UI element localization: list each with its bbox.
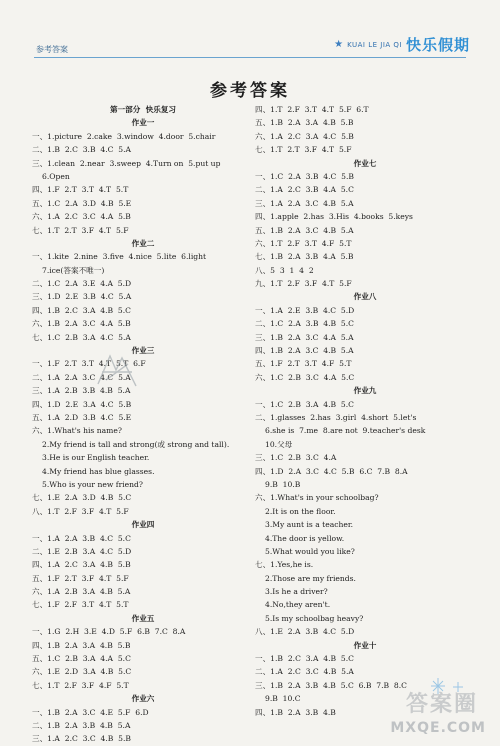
answer-line: 五、1.B 2.A 3.A 4.B 5.B xyxy=(255,118,354,128)
answer-line: 八、1.T 2.F 3.F 4.T 5.F xyxy=(32,506,129,516)
answer-line: 四、1.B 2.A 3.B 4.B xyxy=(255,707,336,717)
answer-line: 六、1.E 2.D 3.A 4.B 5.C xyxy=(32,667,132,677)
header-section-label: 参考答案 xyxy=(36,45,68,54)
answer-line: 三、1.A 2.C 3.C 4.B 5.B xyxy=(32,734,131,744)
answer-line: 6.she is 7.me 8.are not 9.teacher's desk xyxy=(265,426,426,436)
answer-line: 七、1.E 2.A 3.D 4.B 5.C xyxy=(32,493,132,503)
answer-line: 五、1.C 2.A 3.D 4.B 5.E xyxy=(32,198,132,208)
answer-line: 三、1.B 2.A 3.C 4.A 5.A xyxy=(255,332,354,342)
answer-line: 九、1.T 2.F 3.F 4.T 5.F xyxy=(255,279,352,289)
answer-line: 5.Who is your new friend? xyxy=(42,479,143,489)
answer-line: 3.Is he a driver? xyxy=(265,587,328,597)
answer-line: 三、1.A 2.B 3.B 4.B 5.A xyxy=(32,386,131,396)
section-heading: 作业五 xyxy=(131,613,155,623)
answer-line: 6.Open xyxy=(42,171,70,181)
section-heading: 第一部分 快乐复习 xyxy=(109,105,177,114)
answer-line: 七、1.B 2.A 3.B 4.A 5.B xyxy=(255,252,354,262)
answer-line: 六、1.T 2.F 3.T 4.F 5.T xyxy=(255,238,352,248)
page-title: 参考答案 xyxy=(210,81,290,101)
answer-line: 四、1.T 2.F 3.T 4.T 5.F 6.T xyxy=(255,105,369,114)
answer-line: 一、1.F 2.T 3.T 4.T 5.T 6.F xyxy=(32,359,146,369)
answer-line: 三、1.D 2.E 3.B 4.C 5.A xyxy=(32,292,132,302)
answer-line: 五、1.F 2.T 3.T 4.F 5.T xyxy=(255,359,352,369)
answer-column-right xyxy=(255,103,475,719)
answer-line: 六、1.A 2.B 3.A 4.B 5.A xyxy=(32,587,131,597)
answer-line: 四、1.D 2.E 3.A 4.C 5.B xyxy=(32,399,132,409)
answer-line: 一、1.G 2.H 3.E 4.D 5.F 6.B 7.C 8.A xyxy=(32,627,186,637)
answer-line: 六、1.What's in your schoolbag? xyxy=(255,493,379,503)
answer-line: 四、1.B 2.C 3.A 4.B 5.C xyxy=(32,305,131,315)
answer-line: 一、1.A 2.A 3.B 4.C 5.C xyxy=(32,533,131,543)
answer-line: 2.Those are my friends. xyxy=(265,573,356,583)
answer-line: 10.父母 xyxy=(265,439,293,449)
answer-line: 4.No,they aren't. xyxy=(265,600,331,610)
answer-line: 一、1.A 2.E 3.B 4.C 5.D xyxy=(255,305,355,315)
answer-line: 一、1.C 2.B 3.A 4.B 5.C xyxy=(255,399,354,409)
answer-line: 五、1.B 2.A 3.C 4.B 5.A xyxy=(255,225,354,235)
answer-line: 七、1.T 2.F 3.F 4.F 5.T xyxy=(32,680,129,690)
header-divider xyxy=(34,57,466,58)
answer-line: 二、1.A 2.C 3.B 4.A 5.C xyxy=(255,185,354,195)
answer-line: 二、1.B 2.C 3.B 4.C 5.A xyxy=(32,145,131,155)
answer-line: 六、1.A 2.C 3.A 4.C 5.B xyxy=(255,131,354,141)
section-heading: 作业三 xyxy=(131,346,155,356)
answer-line: 四、1.D 2.A 3.C 4.C 5.B 6.C 7.B 8.A xyxy=(255,466,408,476)
answer-line: 七、1.Yes,he is. xyxy=(255,560,314,570)
answer-line: 一、1.kite 2.nine 3.five 4.nice 5.lite 6.light xyxy=(32,252,207,262)
header-brand xyxy=(334,34,470,55)
header-logo: 快乐假期 xyxy=(405,36,470,54)
answer-line: 一、1.B 2.C 3.A 4.B 5.C xyxy=(255,654,354,664)
answer-line: 2.My friend is tall and strong(或 strong and tall). xyxy=(42,439,230,449)
section-heading: 作业四 xyxy=(131,520,155,530)
section-heading: 作业六 xyxy=(131,694,155,704)
answer-line: 六、1.What's his name? xyxy=(32,426,122,436)
section-heading: 作业一 xyxy=(131,118,155,128)
answer-line: 3.He is our English teacher. xyxy=(42,453,150,463)
answer-line: 9.B 10.C xyxy=(265,694,301,704)
watermark-url: MXQE.COM xyxy=(390,720,486,736)
answer-line: 五、1.F 2.T 3.F 4.T 5.F xyxy=(32,573,129,583)
answer-line: 三、1.B 2.A 3.B 4.B 5.C 6.B 7.B 8.C xyxy=(255,680,407,690)
answer-line: 5.Is my schoolbag heavy? xyxy=(265,613,364,623)
answer-line: 二、1.B 2.A 3.B 4.B 5.A xyxy=(32,720,131,730)
answer-line: 七、1.F 2.F 3.T 4.T 5.T xyxy=(32,600,129,610)
answer-line: 3.My aunt is a teacher. xyxy=(265,520,354,530)
answer-line: 7.ice(答案不唯一) xyxy=(42,265,105,275)
answer-line: 二、1.C 2.A 3.B 4.B 5.C xyxy=(255,319,354,329)
answer-line: 五、1.C 2.B 3.A 4.A 5.C xyxy=(32,654,131,664)
answer-line: 2.It is on the floor. xyxy=(265,506,336,516)
answer-line: 八、5 3 1 4 2 xyxy=(255,265,314,275)
answer-line: 四、1.B 2.A 3.A 4.B 5.B xyxy=(32,640,131,650)
answer-line: 三、1.C 2.B 3.C 4.A xyxy=(255,453,337,463)
answer-line: 一、1.C 2.A 3.B 4.C 5.B xyxy=(255,171,354,181)
answer-line: 六、1.C 2.B 3.C 4.A 5.C xyxy=(255,372,355,382)
page-header xyxy=(0,0,500,60)
answer-line: 四、1.B 2.A 3.C 4.B 5.A xyxy=(255,346,354,356)
answer-line: 二、1.A 2.A 3.C 4.C 5.A xyxy=(32,372,131,382)
answer-line: 二、1.C 2.A 3.E 4.A 5.D xyxy=(32,279,132,289)
answer-line: 二、1.A 2.C 3.C 4.B 5.A xyxy=(255,667,354,677)
answer-line: 三、1.A 2.A 3.C 4.B 5.A xyxy=(255,198,354,208)
answer-line: 4.The door is yellow. xyxy=(265,533,345,543)
answer-line: 五、1.A 2.D 3.B 4.C 5.E xyxy=(32,412,132,422)
answer-line: 三、1.clean 2.near 3.sweep 4.Turn on 5.put up xyxy=(32,158,221,168)
answer-line: 4.My friend has blue glasses. xyxy=(42,466,155,476)
answer-line: 六、1.A 2.C 3.C 4.A 5.B xyxy=(32,212,131,222)
answer-line: 八、1.E 2.A 3.B 4.C 5.D xyxy=(255,627,355,637)
watermark-logo: 答案圈 xyxy=(405,692,478,717)
section-heading: 作业九 xyxy=(353,386,377,396)
answer-line: 七、1.C 2.B 3.A 4.C 5.A xyxy=(32,332,131,342)
section-heading: 作业二 xyxy=(131,238,155,248)
answer-line: 二、1.glasses 2.has 3.girl 4.short 5.let's xyxy=(255,412,417,422)
section-heading: 作业七 xyxy=(353,158,377,168)
section-heading: 作业十 xyxy=(353,640,377,650)
answer-column-left xyxy=(32,103,254,746)
section-heading: 作业八 xyxy=(353,292,377,302)
answer-line: 5.What would you like? xyxy=(265,546,355,556)
answer-line: 七、1.T 2.T 3.F 4.T 5.F xyxy=(32,225,129,235)
answer-line: 四、1.A 2.C 3.A 4.B 5.B xyxy=(32,560,131,570)
header-pinyin: KUAI LE JIA QI xyxy=(347,40,402,49)
answer-line: 二、1.E 2.B 3.A 4.C 5.D xyxy=(32,546,132,556)
answer-line: 六、1.B 2.A 3.C 4.A 5.B xyxy=(32,319,131,329)
stamp-icon xyxy=(92,350,144,392)
answer-line: 9.B 10.B xyxy=(265,479,301,489)
answer-line: 四、1.F 2.T 3.T 4.T 5.T xyxy=(32,185,129,195)
answer-line: 一、1.B 2.A 3.C 4.E 5.F 6.D xyxy=(32,707,149,717)
star-icon: ★ xyxy=(334,39,344,50)
answer-line: 一、1.picture 2.cake 3.window 4.door 5.chair xyxy=(32,131,216,141)
answer-line: 四、1.apple 2.has 3.His 4.books 5.keys xyxy=(255,212,413,222)
answer-line: 七、1.T 2.T 3.F 4.T 5.F xyxy=(255,145,352,155)
